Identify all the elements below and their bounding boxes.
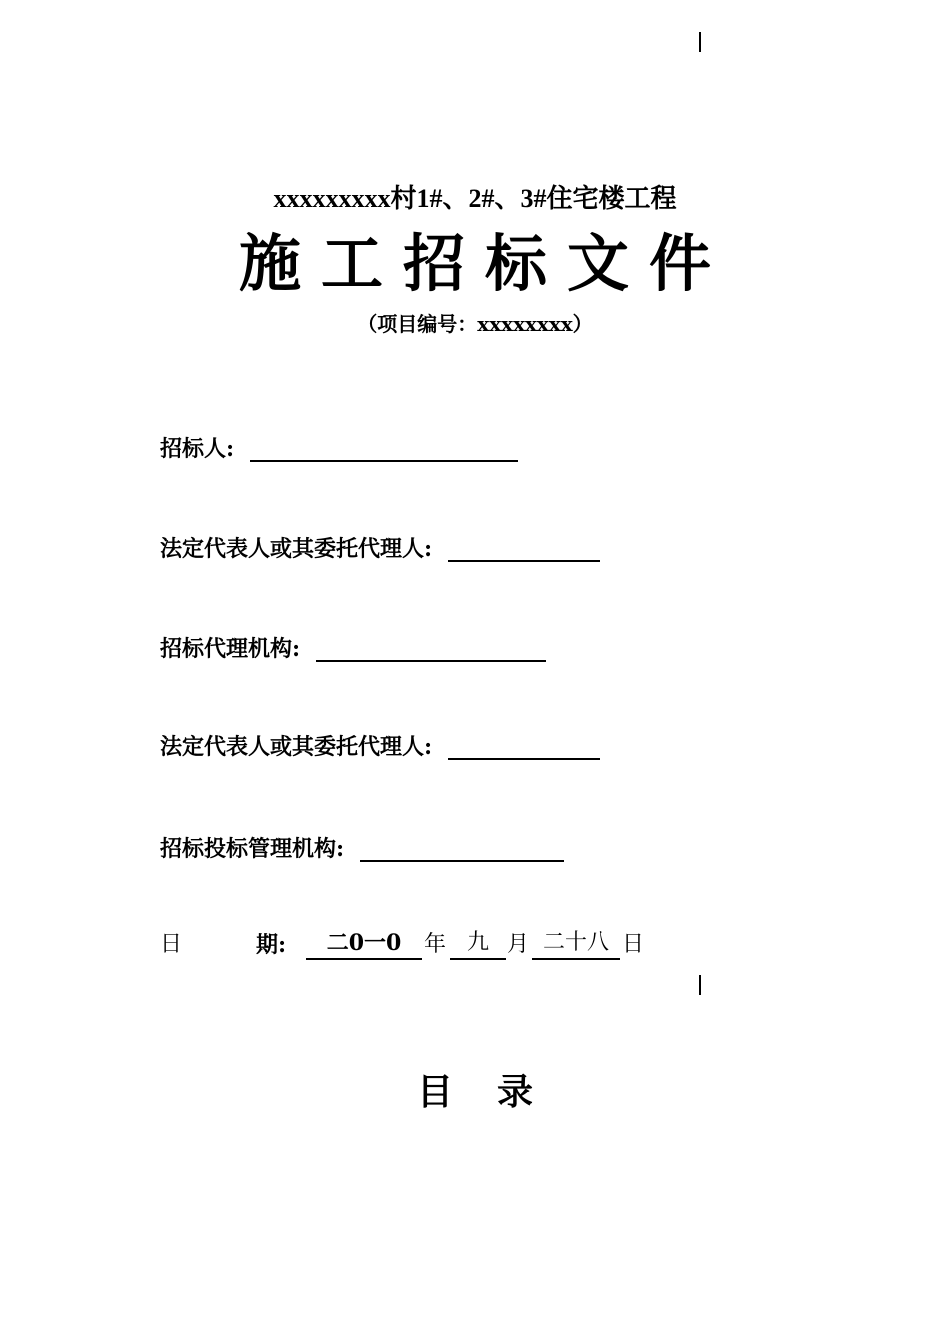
management-authority-blank-line[interactable] <box>360 836 564 862</box>
tenderer-label: 招标人: <box>160 436 235 462</box>
date-day-unit: 日 <box>622 932 645 957</box>
legal-representative-blank-line[interactable] <box>448 536 600 562</box>
agency-legal-representative-label: 法定代表人或其委托代理人: <box>160 734 433 760</box>
date-year-value[interactable]: 二0一0 <box>306 928 422 960</box>
text-cursor-mark <box>699 975 701 995</box>
date-year-unit: 年 <box>424 932 447 957</box>
project-number: （项目编号：xxxxxxxx） <box>357 312 593 336</box>
text-cursor-mark <box>699 32 701 52</box>
legal-representative-label: 法定代表人或其委托代理人: <box>160 536 433 562</box>
agency-legal-representative-field <box>160 728 600 762</box>
date-label-day-char: 日 <box>160 932 183 957</box>
date-day-value[interactable]: 二十八 <box>532 928 620 960</box>
cover-subtitle: xxxxxxxxx村1#、2#、3#住宅楼工程 <box>273 184 677 213</box>
date-month-value[interactable]: 九 <box>450 928 506 960</box>
tender-agency-blank-line[interactable] <box>316 636 546 662</box>
tenderer-field <box>160 430 518 464</box>
management-authority-label: 招标投标管理机构: <box>160 836 345 862</box>
date-month-unit: 月 <box>507 932 530 957</box>
legal-representative-field <box>160 530 600 564</box>
management-authority-field <box>160 830 564 864</box>
date-label-period: 期: <box>256 932 287 958</box>
tenderer-blank-line[interactable] <box>250 436 518 462</box>
table-of-contents-title: 目录 <box>416 1072 577 1113</box>
agency-legal-representative-blank-line[interactable] <box>448 734 600 760</box>
cover-title: 施工招标文件 <box>238 227 731 300</box>
tender-agency-label: 招标代理机构: <box>160 636 301 662</box>
tender-agency-field <box>160 630 546 664</box>
